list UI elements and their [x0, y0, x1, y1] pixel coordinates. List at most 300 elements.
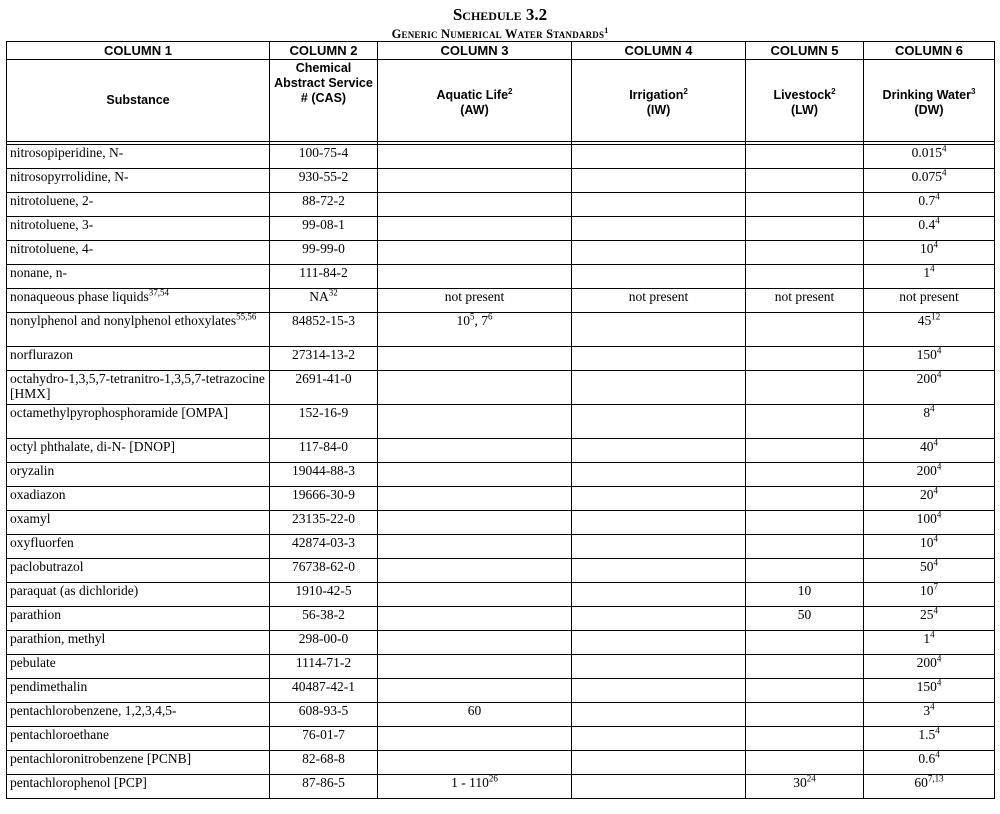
- substance-name: pentachlorobenzene, 1,2,3,4,5-: [10, 703, 177, 719]
- table-row: [7, 145, 995, 169]
- cas-number: 100-75-4: [298, 145, 349, 161]
- cas-number: 1910-42-5: [295, 583, 352, 599]
- drinking-water-footnote: 4: [930, 403, 935, 414]
- substance-cell: [7, 169, 270, 193]
- irrigation-cell: [572, 775, 746, 799]
- irrigation-cell: [572, 145, 746, 169]
- livestock-cell: [746, 347, 864, 371]
- livestock-cell: [746, 655, 864, 679]
- aquatic-life-cell: [378, 313, 572, 347]
- table-row: [7, 703, 995, 727]
- substance-name: paclobutrazol: [10, 559, 84, 575]
- drinking-water-footnote: 4: [935, 191, 940, 202]
- aquatic-life-cell: [378, 289, 572, 313]
- drinking-water-footnote: 4: [933, 437, 938, 448]
- cas-cell: [270, 631, 378, 655]
- substance-cell: [7, 511, 270, 535]
- irrigation-cell: [572, 655, 746, 679]
- aquatic-life-value-2: , 7: [474, 313, 488, 329]
- drinking-water-footnote: 4: [936, 509, 942, 520]
- drinking-water-value: 25: [920, 607, 934, 623]
- irrigation-cell: [572, 193, 746, 217]
- drinking-water-header-label: Drinking Water: [882, 87, 971, 102]
- substance-name: octahydro-1,3,5,7-tetranitro-1,3,5,7-tetrazocine [HMX]: [10, 371, 265, 402]
- substance-name: pentachloronitrobenzene [PCNB]: [10, 751, 192, 767]
- aquatic-life-header-abbr: (AW): [460, 102, 489, 117]
- cas-cell: [270, 487, 378, 511]
- cas-number: 2691-41-0: [295, 371, 352, 387]
- cas-cell: [270, 583, 378, 607]
- drinking-water-value: 20: [920, 487, 934, 503]
- aquatic-life-value: 1 - 110: [451, 775, 489, 791]
- water-standards-table: [6, 41, 995, 799]
- column-header-3: COLUMN 3: [378, 42, 572, 60]
- drinking-water-cell: [864, 679, 995, 703]
- aquatic-life-cell: [378, 655, 572, 679]
- substance-cell: [7, 727, 270, 751]
- drinking-water-footnote: 7: [933, 581, 938, 592]
- irrigation-value: not present: [628, 289, 689, 305]
- aquatic-life-footnote: 5: [470, 311, 475, 322]
- drinking-water-footnote: 4: [930, 701, 935, 712]
- substance-name: pebulate: [10, 655, 56, 671]
- drinking-water-value: 0.6: [918, 751, 936, 767]
- drinking-water-footnote: 4: [935, 215, 940, 226]
- cas-number: 56-38-2: [302, 607, 345, 623]
- cas-cell: [270, 265, 378, 289]
- irrigation-cell: [572, 405, 746, 439]
- cas-cell: [270, 511, 378, 535]
- substance-cell: [7, 405, 270, 439]
- drinking-water-footnote: 4: [933, 485, 938, 496]
- drinking-water-cell: [864, 193, 995, 217]
- table-row: [7, 511, 995, 535]
- drinking-water-cell: [864, 487, 995, 511]
- substance-header: Substance: [7, 60, 270, 142]
- aquatic-life-cell: [378, 265, 572, 289]
- irrigation-cell: [572, 265, 746, 289]
- cas-number: 76738-62-0: [292, 559, 355, 575]
- aquatic-life-cell: [378, 145, 572, 169]
- substance-cell: [7, 463, 270, 487]
- substance-cell: [7, 607, 270, 631]
- cas-number: 99-99-0: [302, 241, 345, 257]
- drinking-water-value: 45: [917, 313, 932, 329]
- substance-cell: [7, 265, 270, 289]
- cas-cell: [270, 607, 378, 631]
- drinking-water-footnote: 4: [933, 605, 938, 616]
- cas-cell: [270, 655, 378, 679]
- irrigation-cell: [572, 289, 746, 313]
- table-row: [7, 289, 995, 313]
- aquatic-life-cell: [378, 371, 572, 405]
- drinking-water-footnote: 4: [930, 629, 935, 640]
- substance-name: parathion, methyl: [10, 631, 106, 647]
- cas-cell: [270, 703, 378, 727]
- aquatic-life-value: not present: [444, 289, 505, 305]
- cas-number: 99-08-1: [302, 217, 345, 233]
- cas-cell: [270, 535, 378, 559]
- livestock-cell: [746, 169, 864, 193]
- table-row: [7, 313, 995, 347]
- cas-number: 82-68-8: [302, 751, 345, 767]
- cas-number: 87-86-5: [302, 775, 345, 791]
- drinking-water-footnote: 4: [933, 533, 938, 544]
- aquatic-life-cell: [378, 535, 572, 559]
- livestock-cell: [746, 371, 864, 405]
- livestock-cell: [746, 559, 864, 583]
- aquatic-life-header-label: Aquatic Life: [436, 87, 509, 102]
- livestock-cell: [746, 631, 864, 655]
- drinking-water-footnote: 12: [931, 311, 941, 322]
- substance-name: nitrosopiperidine, N-: [10, 145, 124, 161]
- substance-cell: [7, 487, 270, 511]
- drinking-water-value: 10: [920, 583, 934, 599]
- substance-name: paraquat (as dichloride): [10, 583, 139, 599]
- drinking-water-cell: [864, 703, 995, 727]
- substance-footnote: 55,56: [236, 311, 257, 322]
- table-row: [7, 217, 995, 241]
- aquatic-life-value: 60: [467, 703, 482, 719]
- aquatic-life-cell: [378, 727, 572, 751]
- drinking-water-cell: [864, 371, 995, 405]
- drinking-water-cell: [864, 583, 995, 607]
- cas-number: 19666-30-9: [292, 487, 355, 503]
- livestock-cell: [746, 313, 864, 347]
- table-row: [7, 727, 995, 751]
- aquatic-life-cell: [378, 559, 572, 583]
- substance-cell: [7, 679, 270, 703]
- livestock-cell: [746, 217, 864, 241]
- substance-footnote: 37,54: [148, 287, 169, 298]
- drinking-water-cell: [864, 169, 995, 193]
- drinking-water-cell: [864, 217, 995, 241]
- aquatic-life-cell: [378, 241, 572, 265]
- livestock-cell: [746, 265, 864, 289]
- drinking-water-footnote: 4: [936, 461, 942, 472]
- aquatic-life-footnote-2: 6: [488, 311, 493, 322]
- aquatic-life-cell: [378, 463, 572, 487]
- table-row: [7, 371, 995, 405]
- drinking-water-footnote: 4: [930, 263, 935, 274]
- drinking-water-cell: [864, 559, 995, 583]
- livestock-cell: [746, 193, 864, 217]
- drinking-water-footnote: 4: [935, 725, 940, 736]
- drinking-water-header-note: 3: [970, 86, 976, 96]
- substance-cell: [7, 655, 270, 679]
- livestock-value: 30: [793, 775, 807, 791]
- irrigation-header-abbr: (IW): [646, 102, 671, 117]
- irrigation-cell: [572, 559, 746, 583]
- cas-number: NA: [309, 289, 329, 305]
- livestock-cell: [746, 583, 864, 607]
- substance-name: pentachloroethane: [10, 727, 109, 743]
- cas-number: 1114-71-2: [295, 655, 352, 671]
- irrigation-cell: [572, 703, 746, 727]
- irrigation-cell: [572, 727, 746, 751]
- column-header-4: COLUMN 4: [572, 42, 746, 60]
- livestock-header-note: 2: [831, 86, 836, 96]
- cas-number: 88-72-2: [302, 193, 345, 209]
- cas-number: 298-00-0: [298, 631, 349, 647]
- table-row: [7, 631, 995, 655]
- drinking-water-value: 60: [914, 775, 928, 791]
- table-row: [7, 193, 995, 217]
- drinking-water-footnote: 4: [941, 167, 947, 178]
- schedule-subtitle-footnote: 1: [604, 26, 609, 35]
- irrigation-header-label: Irrigation: [629, 87, 684, 102]
- livestock-cell: [746, 751, 864, 775]
- livestock-cell: [746, 289, 864, 313]
- table-row: [7, 405, 995, 439]
- substance-cell: [7, 439, 270, 463]
- livestock-cell: [746, 727, 864, 751]
- cas-cell: [270, 217, 378, 241]
- substance-cell: [7, 217, 270, 241]
- drinking-water-cell: [864, 145, 995, 169]
- substance-name: norflurazon: [10, 347, 73, 363]
- substance-name: nonylphenol and nonylphenol ethoxylates: [10, 313, 237, 329]
- cas-cell: [270, 679, 378, 703]
- aquatic-life-footnote: 26: [488, 773, 498, 784]
- table-row: [7, 463, 995, 487]
- aquatic-life-header-note: 2: [508, 86, 513, 96]
- aquatic-life-cell: [378, 439, 572, 463]
- substance-name: pentachlorophenol [PCP]: [10, 775, 147, 791]
- column-header-5: COLUMN 5: [746, 42, 864, 60]
- table-row: [7, 487, 995, 511]
- substance-name: nitrotoluene, 4-: [10, 241, 94, 257]
- schedule-subtitle-text: Generic Numerical Water Standards: [391, 27, 605, 42]
- drinking-water-footnote: 4: [935, 749, 940, 760]
- table-row: [7, 241, 995, 265]
- drinking-water-value: 40: [920, 439, 934, 455]
- substance-name: nonaqueous phase liquids: [10, 289, 149, 305]
- substance-name: pendimethalin: [10, 679, 88, 695]
- drinking-water-value: 100: [916, 511, 937, 527]
- table-row: [7, 535, 995, 559]
- livestock-header: [746, 60, 864, 142]
- column-header-1: COLUMN 1: [7, 42, 270, 60]
- cas-footnote: 32: [328, 287, 338, 298]
- cas-number: 76-01-7: [302, 727, 345, 743]
- drinking-water-cell: [864, 347, 995, 371]
- substance-cell: [7, 289, 270, 313]
- drinking-water-cell: [864, 751, 995, 775]
- drinking-water-cell: [864, 439, 995, 463]
- aquatic-life-cell: [378, 703, 572, 727]
- aquatic-life-header: [378, 60, 572, 142]
- livestock-cell: [746, 487, 864, 511]
- drinking-water-footnote: 7,13: [927, 773, 944, 784]
- substance-cell: [7, 145, 270, 169]
- drinking-water-footnote: 4: [936, 345, 942, 356]
- table-row: [7, 265, 995, 289]
- drinking-water-value: 200: [916, 463, 937, 479]
- drinking-water-value: 200: [916, 655, 937, 671]
- cas-cell: [270, 347, 378, 371]
- drinking-water-cell: [864, 631, 995, 655]
- livestock-cell: [746, 405, 864, 439]
- substance-name: oryzalin: [10, 463, 55, 479]
- drinking-water-footnote: 4: [936, 677, 942, 688]
- drinking-water-value: 50: [920, 559, 934, 575]
- substance-cell: [7, 193, 270, 217]
- drinking-water-value: 0.4: [918, 217, 936, 233]
- cas-cell: [270, 241, 378, 265]
- irrigation-cell: [572, 169, 746, 193]
- cas-cell: [270, 145, 378, 169]
- irrigation-cell: [572, 371, 746, 405]
- aquatic-life-value: 10: [456, 313, 470, 329]
- substance-cell: [7, 241, 270, 265]
- drinking-water-value: 1: [923, 631, 931, 647]
- drinking-water-value: 150: [916, 679, 937, 695]
- drinking-water-header: [864, 60, 995, 142]
- substance-name: oxyfluorfen: [10, 535, 74, 551]
- livestock-header-abbr: (LW): [790, 102, 819, 117]
- drinking-water-value: 1.5: [918, 727, 936, 743]
- cas-cell: [270, 193, 378, 217]
- drinking-water-value: 0.7: [918, 193, 936, 209]
- substance-cell: [7, 535, 270, 559]
- cas-cell: [270, 727, 378, 751]
- drinking-water-cell: [864, 775, 995, 799]
- substance-cell: [7, 313, 270, 347]
- cas-cell: [270, 559, 378, 583]
- substance-name: oxadiazon: [10, 487, 66, 503]
- table-row: [7, 655, 995, 679]
- aquatic-life-cell: [378, 347, 572, 371]
- drinking-water-value: 10: [920, 241, 934, 257]
- drinking-water-footnote: 4: [933, 557, 938, 568]
- substance-name: nitrosopyrrolidine, N-: [10, 169, 129, 185]
- column-header-2: COLUMN 2: [270, 42, 378, 60]
- irrigation-cell: [572, 313, 746, 347]
- irrigation-cell: [572, 535, 746, 559]
- irrigation-cell: [572, 463, 746, 487]
- livestock-cell: [746, 511, 864, 535]
- cas-number: 608-93-5: [298, 703, 349, 719]
- cas-cell: [270, 289, 378, 313]
- schedule-title: Schedule 3.2: [452, 5, 548, 24]
- drinking-water-value: not present: [899, 289, 959, 305]
- cas-number: 930-55-2: [298, 169, 349, 185]
- drinking-water-cell: [864, 405, 995, 439]
- substance-name: octyl phthalate, di-N- [DNOP]: [10, 439, 175, 455]
- irrigation-cell: [572, 439, 746, 463]
- table-row: [7, 751, 995, 775]
- irrigation-cell: [572, 583, 746, 607]
- substance-cell: [7, 347, 270, 371]
- livestock-value: 50: [797, 607, 812, 623]
- drinking-water-cell: [864, 241, 995, 265]
- irrigation-cell: [572, 511, 746, 535]
- cas-cell: [270, 371, 378, 405]
- drinking-water-value: 10: [920, 535, 934, 551]
- aquatic-life-cell: [378, 405, 572, 439]
- substance-cell: [7, 631, 270, 655]
- aquatic-life-cell: [378, 217, 572, 241]
- drinking-water-cell: [864, 511, 995, 535]
- drinking-water-value: 150: [916, 347, 937, 363]
- cas-cell: [270, 439, 378, 463]
- aquatic-life-cell: [378, 631, 572, 655]
- schedule-header: [0, 0, 1000, 41]
- substance-cell: [7, 559, 270, 583]
- substance-cell: [7, 703, 270, 727]
- livestock-cell: [746, 145, 864, 169]
- aquatic-life-cell: [378, 169, 572, 193]
- table-row: [7, 169, 995, 193]
- livestock-cell: [746, 463, 864, 487]
- drinking-water-value: 200: [916, 371, 937, 387]
- table-row: [7, 559, 995, 583]
- cas-cell: [270, 169, 378, 193]
- livestock-cell: [746, 679, 864, 703]
- irrigation-cell: [572, 679, 746, 703]
- cas-number: 84852-15-3: [292, 313, 355, 329]
- table-row: [7, 439, 995, 463]
- substance-cell: [7, 751, 270, 775]
- schedule-subtitle: [0, 24, 1000, 41]
- cas-cell: [270, 463, 378, 487]
- drinking-water-value: 3: [923, 703, 931, 719]
- drinking-water-cell: [864, 289, 995, 313]
- substance-cell: [7, 371, 270, 405]
- table-row: [7, 583, 995, 607]
- irrigation-cell: [572, 631, 746, 655]
- cas-cell: [270, 751, 378, 775]
- drinking-water-cell: [864, 265, 995, 289]
- table-row: [7, 775, 995, 799]
- substance-name: octamethylpyrophosphoramide [OMPA]: [10, 405, 229, 421]
- livestock-footnote: 24: [806, 773, 816, 784]
- drinking-water-cell: [864, 535, 995, 559]
- aquatic-life-cell: [378, 607, 572, 631]
- substance-name: oxamyl: [10, 511, 51, 527]
- irrigation-cell: [572, 347, 746, 371]
- irrigation-cell: [572, 751, 746, 775]
- livestock-value: 10: [797, 583, 812, 599]
- livestock-cell: [746, 607, 864, 631]
- livestock-cell: [746, 703, 864, 727]
- drinking-water-footnote: 4: [936, 653, 942, 664]
- cas-cell: [270, 775, 378, 799]
- drinking-water-footnote: 4: [933, 239, 938, 250]
- cas-cell: [270, 405, 378, 439]
- irrigation-cell: [572, 607, 746, 631]
- drinking-water-cell: [864, 727, 995, 751]
- livestock-value: not present: [774, 289, 835, 305]
- drinking-water-header-abbr: (DW): [914, 102, 944, 117]
- cas-number: 117-84-0: [299, 439, 348, 455]
- drinking-water-value: 0.075: [911, 169, 942, 185]
- drinking-water-footnote: 4: [936, 369, 942, 380]
- drinking-water-cell: [864, 313, 995, 347]
- aquatic-life-cell: [378, 775, 572, 799]
- aquatic-life-cell: [378, 511, 572, 535]
- aquatic-life-cell: [378, 751, 572, 775]
- table-row: [7, 607, 995, 631]
- column-header-6: COLUMN 6: [864, 42, 995, 60]
- livestock-cell: [746, 535, 864, 559]
- substance-name: nonane, n-: [10, 265, 67, 281]
- irrigation-header: [572, 60, 746, 142]
- irrigation-cell: [572, 487, 746, 511]
- cas-number: 42874-03-3: [292, 535, 355, 551]
- substance-name: parathion: [10, 607, 61, 623]
